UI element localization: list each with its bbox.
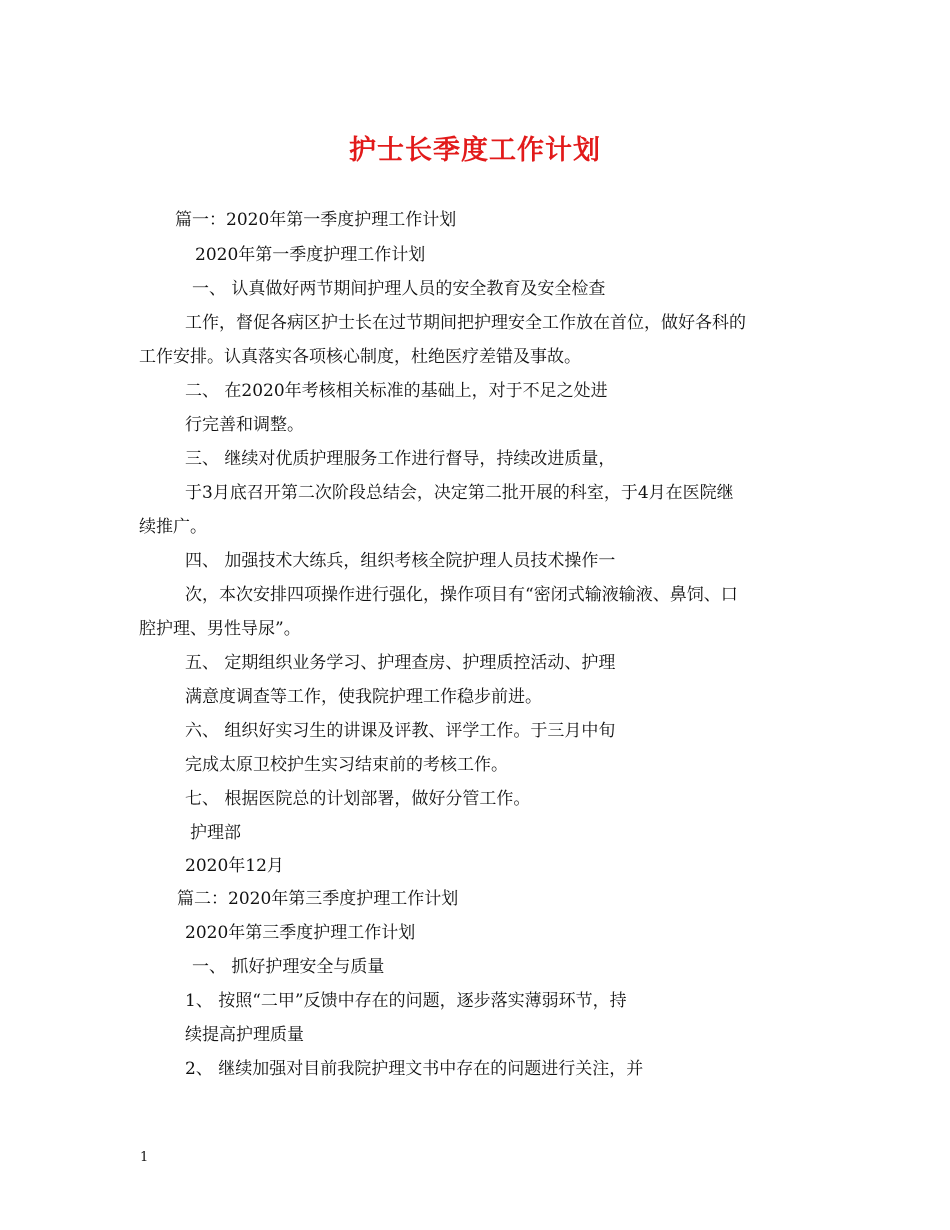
paragraph-line: 次，本次安排四项操作进行强化，操作项目有“密闭式输液输液、鼻饲、口 [185,585,738,605]
item-heading: 六、 组织好实习生的讲课及评教、评学工作。于三月中旬 [185,721,616,741]
paragraph-line: 工作安排。认真落实各项核心制度，杜绝医疗差错及事故。 [139,347,581,367]
item-heading: 一、 抓好护理安全与质量 [192,957,385,977]
item-heading: 2、 继续加强对目前我院护理文书中存在的问题进行关注，并 [185,1059,644,1079]
item-heading: 四、 加强技术大练兵，组织考核全院护理人员技术操作一 [185,551,616,571]
paragraph-line: 行完善和调整。 [185,415,304,435]
paragraph-line: 续推广。 [139,517,207,537]
signature-date: 2020年12月 [185,856,284,876]
paragraph-line: 工作，督促各病区护士长在过节期间把护理安全工作放在首位，做好各科的 [185,313,746,333]
paragraph-line: 腔护理、男性导尿”。 [139,619,301,639]
signature-department: 护理部 [190,823,241,843]
item-heading: 1、 按照“二甲”反馈中存在的问题，逐步落实薄弱环节，持 [185,991,627,1011]
plan-title: 2020年第三季度护理工作计划 [185,923,416,943]
paragraph-line: 完成太原卫校护生实习结束前的考核工作。 [185,755,508,775]
item-heading: 五、 定期组织业务学习、护理查房、护理质控活动、护理 [185,653,616,673]
paragraph-line: 于3月底召开第二次阶段总结会，决定第二批开展的科室，于4月在医院继 [185,483,734,503]
section-heading: 篇二：2020年第三季度护理工作计划 [177,889,459,909]
item-heading: 二、 在2020年考核相关标准的基础上，对于不足之处进 [185,381,608,401]
section-heading: 篇一：2020年第一季度护理工作计划 [175,210,457,230]
plan-title: 2020年第一季度护理工作计划 [195,245,426,265]
paragraph-line: 续提高护理质量 [185,1025,304,1045]
document-title: 护士长季度工作计划 [349,135,601,166]
item-heading: 七、 根据医院总的计划部署，做好分管工作。 [185,789,531,809]
item-heading: 三、 继续对优质护理服务工作进行督导，持续改进质量， [185,449,616,469]
page-number: 1 [140,1150,149,1165]
paragraph-line: 满意度调查等工作，使我院护理工作稳步前进。 [185,687,542,707]
item-heading: 一、 认真做好两节期间护理人员的安全教育及安全检查 [192,279,606,299]
